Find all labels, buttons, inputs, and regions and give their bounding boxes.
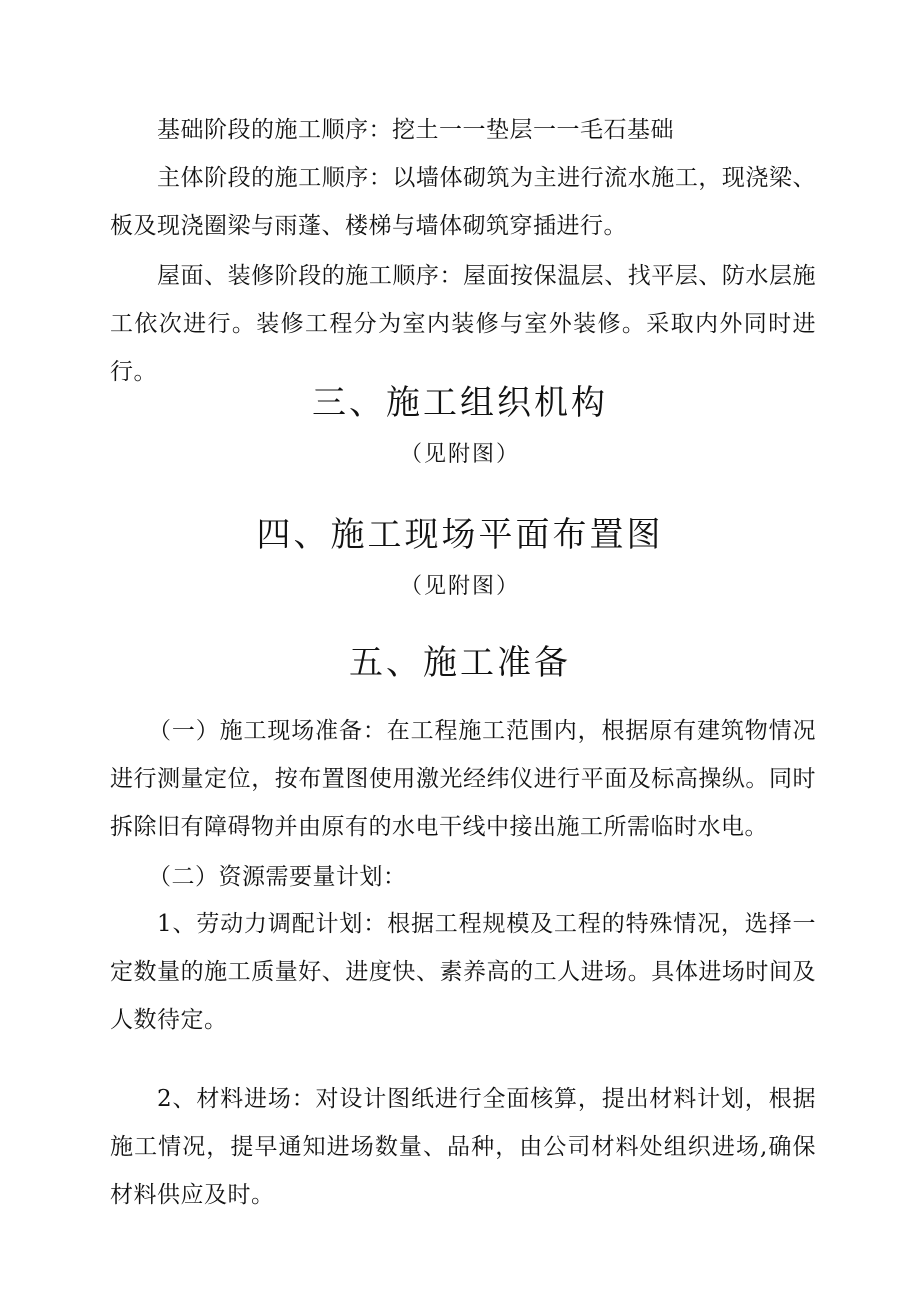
section-4-title: 四、施工现场平面布置图 — [256, 515, 664, 555]
section-3-title: 三、施工组织机构 — [312, 383, 608, 423]
materials-paragraph: 2、材料进场：对设计图纸进行全面核算，提出材料计划，根据施工情况，提早通知进场数量、品种，由公司材料处组织进场,确保材料供应及时。 — [110, 1086, 816, 1208]
resource-plan-heading: （二）资源需要量计划： — [148, 864, 407, 890]
main-body-sequence-paragraph: 主体阶段的施工顺序：以墙体砌筑为主进行流水施工，现浇梁、板及现浇圈梁与雨蓬、楼梯与墙体砌筑穿插进行。 — [110, 165, 816, 239]
section-4-note: （见附图） — [399, 574, 520, 599]
foundation-sequence-paragraph: 基础阶段的施工顺序：挖土一一垫层一一毛石基础 — [157, 117, 674, 143]
section-3-note: （见附图） — [399, 442, 520, 467]
section-5-title: 五、施工准备 — [349, 643, 571, 683]
labor-plan-paragraph: 1、劳动力调配计划：根据工程规模及工程的特殊情况，选择一定数量的施工质量好、进度快、素养高的工人进场。具体进场时间及人数待定。 — [110, 911, 816, 1033]
site-preparation-paragraph: （一）施工现场准备：在工程施工范围内，根据原有建筑物情况进行测量定位，按布置图使用激光经纬仪进行平面及标高操纵。同时拆除旧有障碍物并由原有的水电干线中接出施工所需临时水电。 — [110, 718, 816, 840]
roof-decoration-sequence-paragraph: 屋面、装修阶段的施工顺序：屋面按保温层、找平层、防水层施工依次进行。装修工程分为室内装修与室外装修。采取内外同时进行。 — [110, 263, 816, 385]
